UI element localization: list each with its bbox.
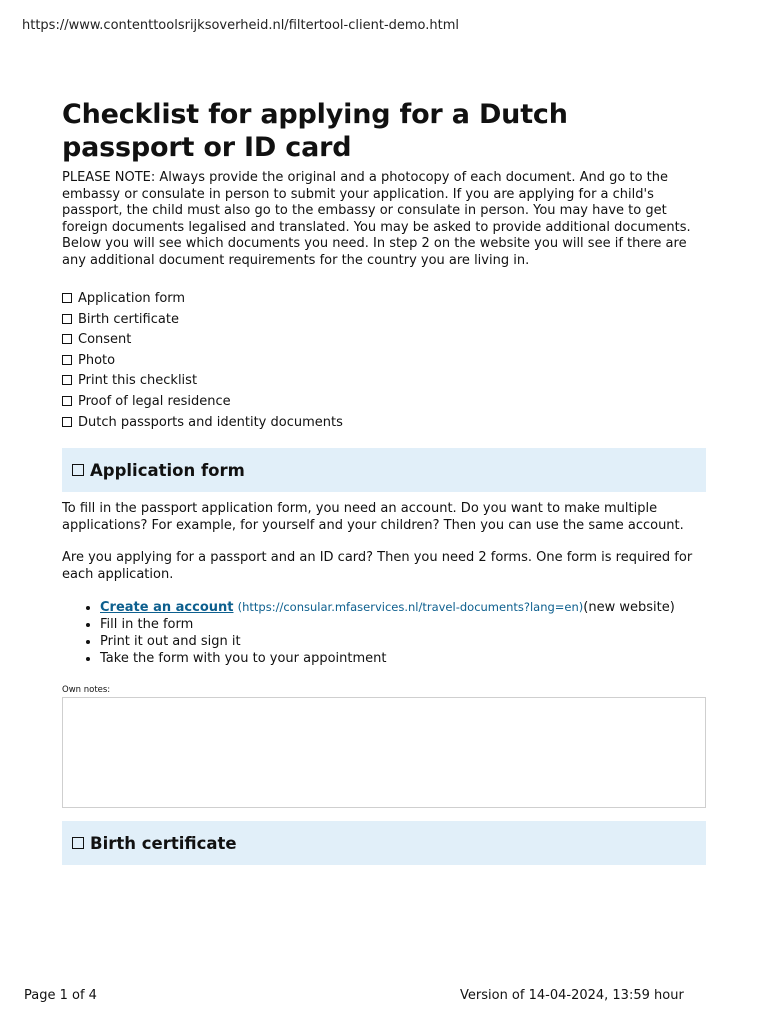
- create-account-link[interactable]: Create an account: [100, 600, 234, 616]
- checkbox-icon[interactable]: [62, 293, 72, 303]
- list-item: • Fill in the form: [100, 616, 706, 633]
- checklist-document: [62, 98, 706, 865]
- version-date: Version of 14-04-2024, 13:59 hour: [460, 988, 684, 1003]
- list-item: [100, 599, 706, 616]
- checkbox-icon[interactable]: [62, 375, 72, 385]
- checklist-item[interactable]: Consent: [62, 330, 706, 351]
- section-heading-birth-certificate: Birth certificate: [62, 821, 706, 865]
- checkbox-icon[interactable]: [62, 334, 72, 344]
- document-checklist: [62, 289, 706, 433]
- link-url: (https://consular.mfaservices.nl/travel-documents?lang=en): [237, 600, 584, 615]
- application-form-paragraph: To fill in the passport application form, you need an account. Do you want to make multiple applications? For example, for yourself and your children? Then you can use the same account.: [62, 501, 684, 533]
- checkbox-icon[interactable]: [62, 314, 72, 324]
- checklist-item[interactable]: Photo: [62, 351, 706, 372]
- application-steps-list: [62, 599, 706, 667]
- checkbox-icon[interactable]: [62, 396, 72, 406]
- please-note-paragraph: PLEASE NOTE: Always provide the original and a photocopy of each document. And go to the embassy or consulate in person to submit your application. If you are applying for a child's passport, the child must also go to the embassy or consulate in person. You may have to get foreign documents legalised and translated. You may be asked to provide additional documents. Below you will see which documents you need. In step 2 on the website you will see if there are any additional document requirements for the country you are living in.: [62, 170, 691, 268]
- section-heading-application-form: Application form: [62, 448, 706, 492]
- own-notes-label: Own notes:: [62, 685, 111, 696]
- own-notes-field[interactable]: [62, 697, 706, 808]
- checkbox-icon[interactable]: [62, 355, 72, 365]
- checklist-item[interactable]: Proof of legal residence: [62, 392, 706, 413]
- list-item: • Print it out and sign it: [100, 633, 706, 650]
- link-suffix: (new website): [583, 600, 675, 616]
- page-url: https://www.contenttoolsrijksoverheid.nl/filtertool-client-demo.html: [22, 18, 460, 33]
- checkbox-icon[interactable]: [72, 837, 84, 849]
- list-item: • Take the form with you to your appointment: [100, 650, 706, 667]
- checklist-item[interactable]: Dutch passports and identity documents: [62, 413, 706, 434]
- checklist-item[interactable]: Application form: [62, 289, 706, 310]
- application-form-paragraph: Are you applying for a passport and an ID card? Then you need 2 forms. One form is required for each application.: [62, 550, 693, 582]
- checkbox-icon[interactable]: [62, 417, 72, 427]
- checklist-item[interactable]: Birth certificate: [62, 310, 706, 331]
- checklist-item[interactable]: Print this checklist: [62, 371, 706, 392]
- checkbox-icon[interactable]: [72, 464, 84, 476]
- page-title: Checklist for applying for a Dutch passport or ID card: [62, 99, 568, 163]
- page-number: Page 1 of 4: [24, 988, 97, 1003]
